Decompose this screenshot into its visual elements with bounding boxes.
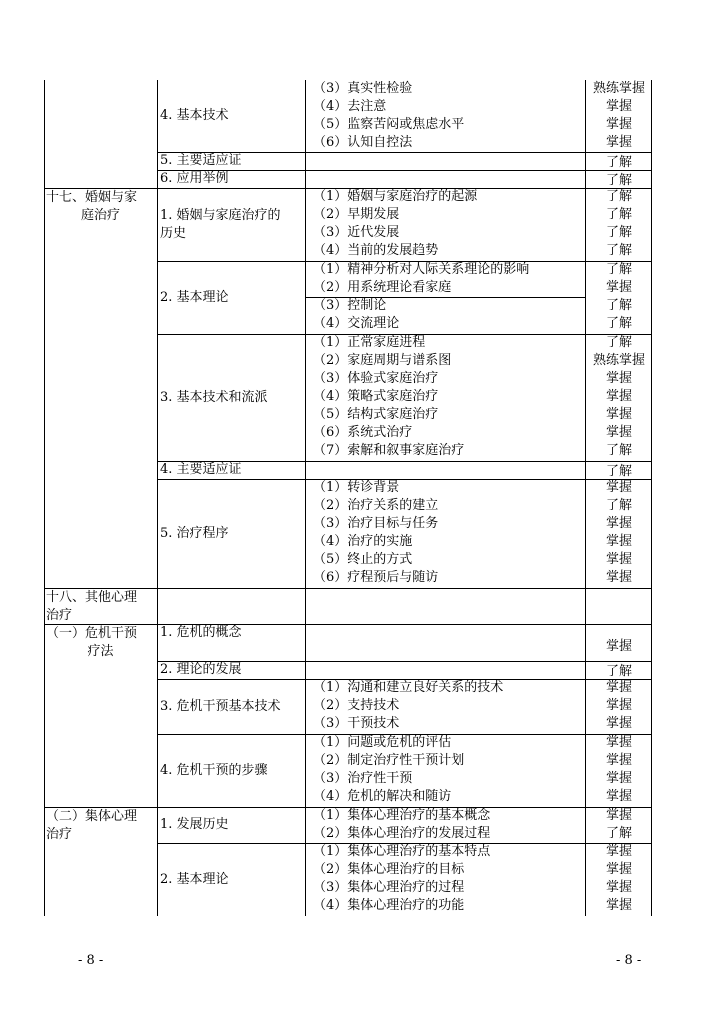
category-cell: 治疗 xyxy=(46,827,73,842)
mastery-level: 了解 xyxy=(605,316,632,331)
mastery-level: 掌握 xyxy=(605,880,632,895)
mastery-level: 掌握 xyxy=(605,516,632,531)
topic-item: （5）监察苦闷或焦虑水平 xyxy=(313,117,465,132)
topic-item: （2）集体心理治疗的目标 xyxy=(313,862,465,877)
mastery-level: 了解 xyxy=(605,335,632,350)
mastery-level: 了解 xyxy=(605,298,632,313)
mastery-level: 了解 xyxy=(605,664,632,679)
section-cell: 4. 危机干预的步骤 xyxy=(160,763,268,778)
table-vline-4 xyxy=(651,80,652,916)
mastery-level: 掌握 xyxy=(605,425,632,440)
topic-item: （1）婚姻与家庭治疗的起源 xyxy=(313,189,478,204)
mastery-level: 掌握 xyxy=(605,716,632,731)
mastery-level: 掌握 xyxy=(605,534,632,549)
category-cell: 疗法 xyxy=(87,644,114,659)
topic-item: （5）终止的方式 xyxy=(313,552,413,567)
topic-item: （1）正常家庭进程 xyxy=(313,335,426,350)
mastery-level: 掌握 xyxy=(605,639,632,654)
section-cell: 5. 主要适应证 xyxy=(160,153,242,168)
topic-item: （2）家庭周期与谱系图 xyxy=(313,353,452,368)
mastery-level: 掌握 xyxy=(605,753,632,768)
section-cell: 2. 基本理论 xyxy=(160,872,229,887)
topic-item: （2）集体心理治疗的发展过程 xyxy=(313,826,491,841)
topic-item: （3）控制论 xyxy=(313,298,387,313)
mastery-level: 掌握 xyxy=(605,99,632,114)
mastery-level: 掌握 xyxy=(605,480,632,495)
table-row-border xyxy=(157,170,652,171)
topic-item: （6）疗程预后与随访 xyxy=(313,570,439,585)
mastery-level: 了解 xyxy=(605,443,632,458)
mastery-level: 掌握 xyxy=(605,117,632,132)
topic-item: （4）策略式家庭治疗 xyxy=(313,389,439,404)
section-cell: 1. 发展历史 xyxy=(160,817,229,832)
mastery-level: 掌握 xyxy=(605,389,632,404)
section-cell: 4. 主要适应证 xyxy=(160,462,242,477)
mastery-level: 掌握 xyxy=(605,808,632,823)
table-vline-1 xyxy=(157,80,158,916)
topic-item: （2）早期发展 xyxy=(313,207,400,222)
mastery-level: 掌握 xyxy=(605,844,632,859)
section-cell: 4. 基本技术 xyxy=(160,108,229,123)
topic-item: （1）集体心理治疗的基本特点 xyxy=(313,844,491,859)
topic-item: （3）干预技术 xyxy=(313,716,400,731)
mastery-level: 掌握 xyxy=(605,898,632,913)
mastery-level: 了解 xyxy=(605,155,632,170)
item-separator xyxy=(305,297,585,298)
topic-item: （4）治疗的实施 xyxy=(313,534,413,549)
mastery-level: 掌握 xyxy=(605,570,632,585)
topic-item: （2）治疗关系的建立 xyxy=(313,498,439,513)
topic-item: （2）制定治疗性干预计划 xyxy=(313,753,465,768)
section-cell: 历史 xyxy=(160,226,187,241)
topic-item: （1）转诊背景 xyxy=(313,480,400,495)
table-vline-2 xyxy=(305,80,306,916)
page-number-right: - 8 - xyxy=(616,953,642,968)
mastery-level: 了解 xyxy=(605,262,632,277)
section-cell: 1. 婚姻与家庭治疗的 xyxy=(160,208,281,223)
topic-item: （1）问题或危机的评估 xyxy=(313,735,452,750)
section-cell: 5. 治疗程序 xyxy=(160,526,229,541)
topic-item: （1）集体心理治疗的基本概念 xyxy=(313,808,491,823)
category-cell: 十七、婚姻与家 xyxy=(46,190,138,205)
category-cell: （一）危机干预 xyxy=(46,626,138,641)
category-cell: 治疗 xyxy=(46,608,73,623)
topic-item: （4）集体心理治疗的功能 xyxy=(313,898,465,913)
category-cell: （二）集体心理 xyxy=(46,809,138,824)
section-cell: 2. 基本理论 xyxy=(160,290,229,305)
category-cell: 十八、其他心理 xyxy=(46,590,138,605)
topic-item: （4）危机的解决和随访 xyxy=(313,789,452,804)
topic-item: （3）治疗目标与任务 xyxy=(313,516,439,531)
topic-item: （5）结构式家庭治疗 xyxy=(313,407,439,422)
topic-item: （4）去注意 xyxy=(313,99,387,114)
mastery-level: 了解 xyxy=(605,464,632,479)
mastery-level: 掌握 xyxy=(605,407,632,422)
mastery-level: 了解 xyxy=(605,243,632,258)
topic-item: （4）交流理论 xyxy=(313,316,400,331)
topic-item: （2）支持技术 xyxy=(313,698,400,713)
topic-item: （4）当前的发展趋势 xyxy=(313,243,439,258)
section-cell: 3. 基本技术和流派 xyxy=(160,390,268,405)
mastery-level: 了解 xyxy=(605,173,632,188)
topic-item: （1）沟通和建立良好关系的技术 xyxy=(313,680,504,695)
mastery-level: 掌握 xyxy=(605,280,632,295)
mastery-level: 掌握 xyxy=(605,698,632,713)
table-row-border xyxy=(157,479,652,480)
mastery-level: 熟练掌握 xyxy=(592,353,645,368)
mastery-level: 掌握 xyxy=(605,680,632,695)
mastery-level: 了解 xyxy=(605,498,632,513)
mastery-level: 掌握 xyxy=(605,789,632,804)
topic-item: （2）用系统理论看家庭 xyxy=(313,280,452,295)
topic-item: （6）认知自控法 xyxy=(313,135,413,150)
topic-item: （3）真实性检验 xyxy=(313,81,413,96)
section-cell: 2. 理论的发展 xyxy=(160,662,242,677)
mastery-level: 掌握 xyxy=(605,771,632,786)
mastery-level: 掌握 xyxy=(605,371,632,386)
mastery-level: 掌握 xyxy=(605,135,632,150)
topic-item: （3）体验式家庭治疗 xyxy=(313,371,439,386)
topic-item: （3）治疗性干预 xyxy=(313,771,413,786)
mastery-level: 了解 xyxy=(605,207,632,222)
table-vline-0 xyxy=(44,80,45,916)
mastery-level: 掌握 xyxy=(605,862,632,877)
mastery-level: 了解 xyxy=(605,225,632,240)
section-cell: 6. 应用举例 xyxy=(160,171,229,186)
mastery-level: 了解 xyxy=(605,826,632,841)
section-cell: 1. 危机的概念 xyxy=(160,625,242,640)
topic-item: （7）索解和叙事家庭治疗 xyxy=(313,443,465,458)
topic-item: （3）近代发展 xyxy=(313,225,400,240)
table-vline-3 xyxy=(585,80,586,916)
topic-item: （6）系统式治疗 xyxy=(313,425,413,440)
mastery-level: 掌握 xyxy=(605,735,632,750)
mastery-level: 了解 xyxy=(605,189,632,204)
mastery-level: 掌握 xyxy=(605,552,632,567)
topic-item: （1）精神分析对人际关系理论的影响 xyxy=(313,262,530,277)
category-cell: 庭治疗 xyxy=(80,208,120,223)
section-cell: 3. 危机干预基本技术 xyxy=(160,699,281,714)
topic-item: （3）集体心理治疗的过程 xyxy=(313,880,465,895)
page-number-left: - 8 - xyxy=(78,953,104,968)
mastery-level: 熟练掌握 xyxy=(592,81,645,96)
